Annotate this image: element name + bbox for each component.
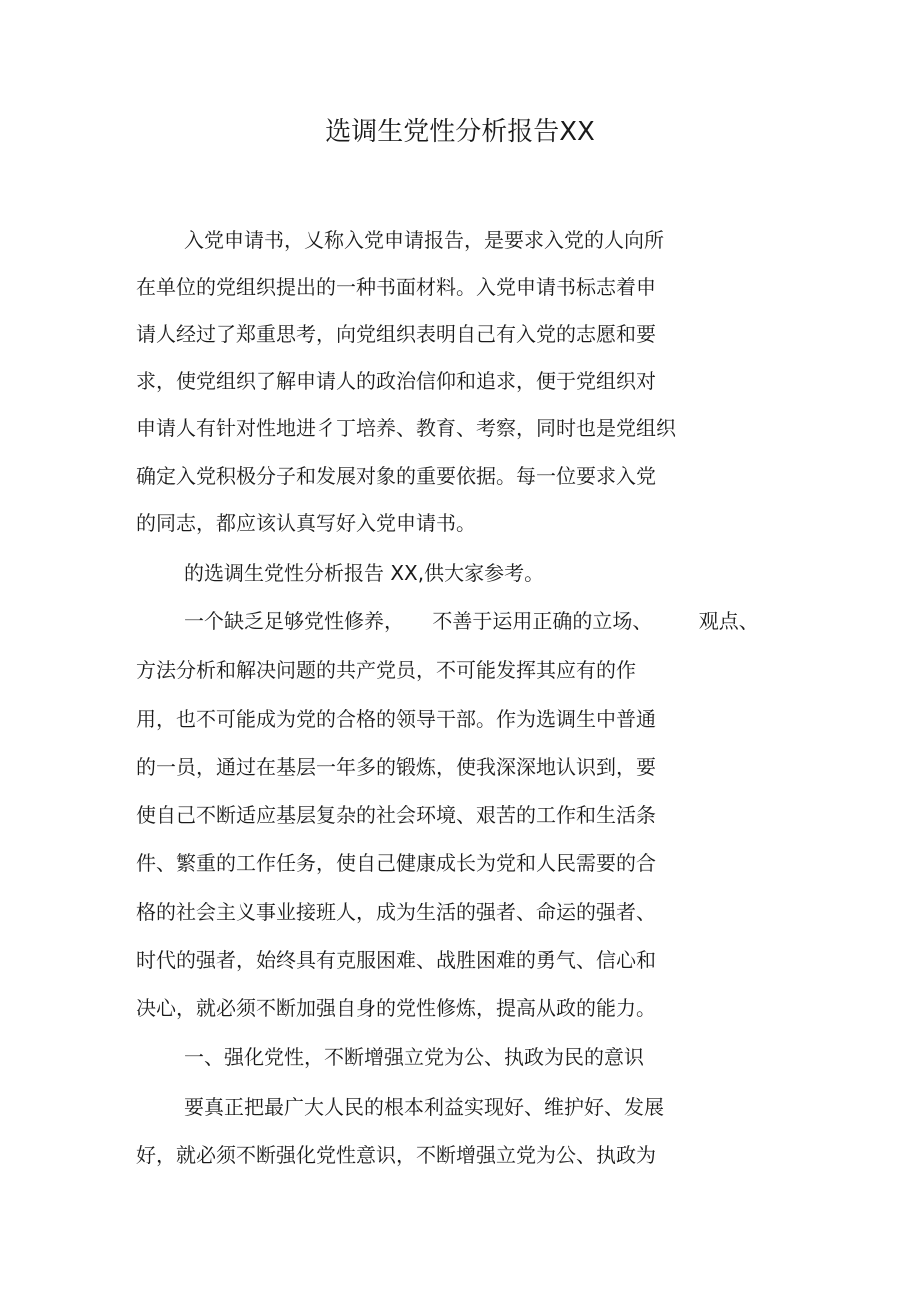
paragraph-line: 的同志，都应该认真写好入党申请书。 [136, 511, 476, 535]
paragraph-line-spaced [184, 606, 759, 636]
paragraph-line: 方法分析和解决问题的共产党员，不可能发挥其应有的作 [136, 658, 636, 682]
paragraph-line: 入党申请书，乂称入党申请报告，是要求入党的人向所 [184, 228, 664, 252]
line-segment: 不善于运用正确的立场、 [432, 609, 653, 633]
paragraph-line: 件、繁重的工作任务，使自己健康成长为党和人民需要的合 [136, 851, 656, 875]
document-title: 选调生党性分析报告XX [325, 117, 595, 147]
paragraph-line: 申请人有针对性地进彳丁培养、教育、考察，同时也是党组织 [136, 416, 676, 440]
paragraph-line: 用，也不可能成为党的合格的领导干部。作为选调生中普通 [136, 707, 656, 731]
line-segment: 一个缺乏足够党性修养， [184, 609, 404, 633]
paragraph-line: 的选调生党性分析报告 XX,供大家参考。 [184, 561, 545, 585]
paragraph-line: 使自己不断适应基层复杂的社会环境、艰苦的工作和生活条 [136, 803, 656, 827]
paragraph-line: 时代的强者，始终具有克服困难、战胜困难的勇气、信心和 [136, 948, 656, 972]
paragraph-line: 的一员，通过在基层一年多的锻炼，使我深深地认识到，要 [136, 755, 656, 779]
paragraph-line: 格的社会主义事业接班人，成为生活的强者、命运的强者、 [136, 900, 656, 924]
paragraph-line: 要真正把最广大人民的根本利益实现好、维护好、发展 [184, 1095, 664, 1119]
paragraph-line: 在单位的党组织提出的一种书面材料。入党申请书标志着申 [136, 275, 656, 299]
paragraph-line: 确定入党积极分子和发展对象的重要依据。每一位要求入党 [136, 464, 656, 488]
paragraph-line: 决心，就必须不断加强自身的党性修炼，提高从政的能力。 [136, 996, 656, 1020]
line-segment: 观点、 [698, 609, 759, 633]
paragraph-line: 请人经过了郑重思考，向党组织表明自己有入党的志愿和要 [136, 322, 656, 346]
paragraph-line: 好，就必须不断强化党性意识，不断增强立党为公、执政为 [136, 1143, 656, 1167]
section-heading: 一、强化党性，不断增强立党为公、执政为民的意识 [184, 1045, 644, 1069]
paragraph-line: 求，使党组织了解申请人的政治信仰和追求，便于党组织对 [136, 369, 656, 393]
